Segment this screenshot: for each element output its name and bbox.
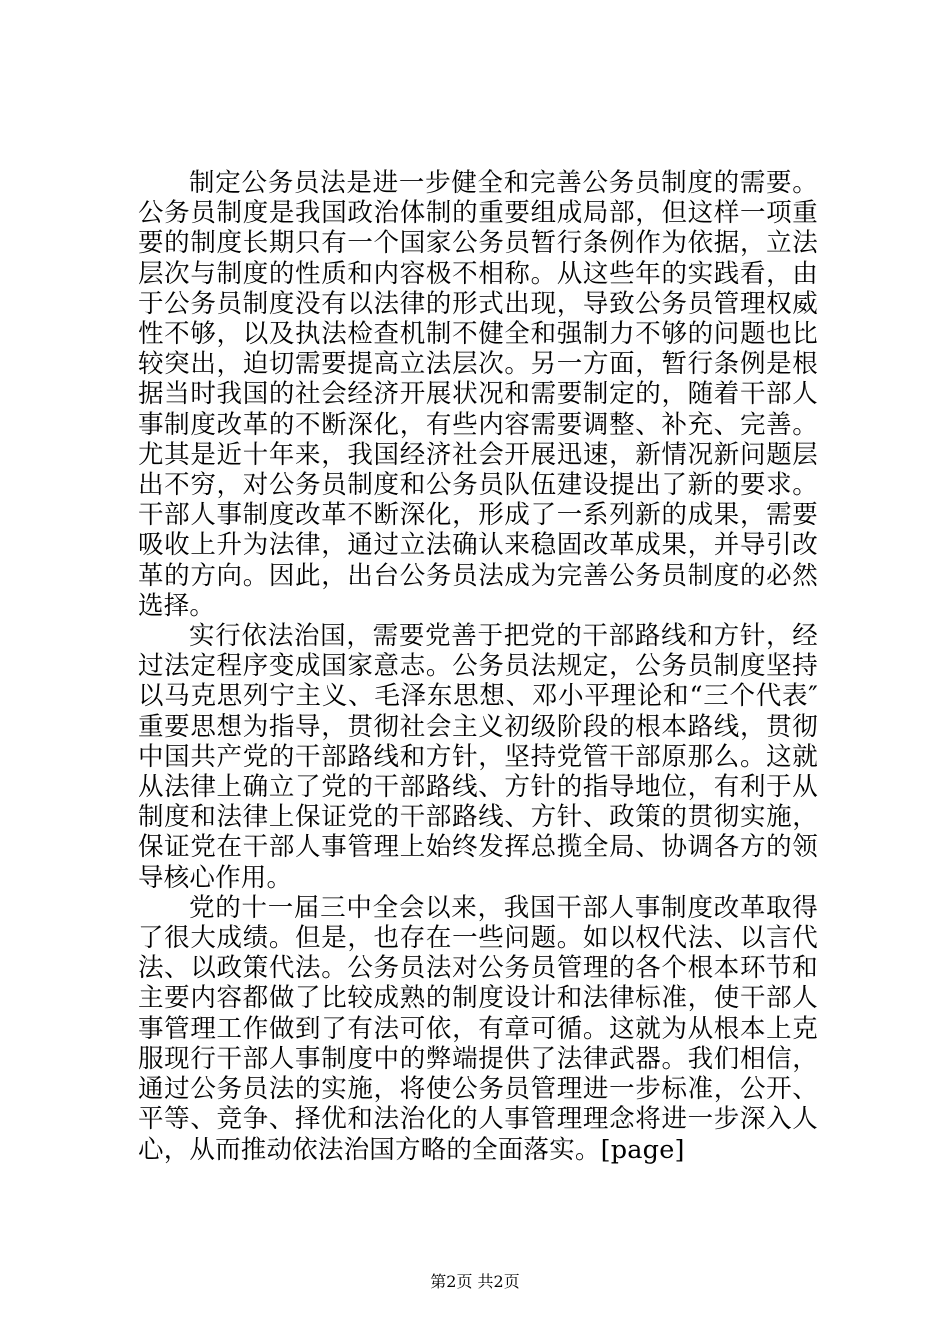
document-body xyxy=(138,168,818,1165)
page-number: 第2页 共2页 xyxy=(430,1272,520,1291)
paragraph-1: 制定公务员法是进一步健全和完善公务员制度的需要。公务员制度是我国政治体制的重要组成局部，但这样一项重要的制度长期只有一个国家公务员暂行条例作为依据，立法层次与制度的性质和内容极不相称。从这些年的实践看，由于公务员制度没有以法律的形式出现，导致公务员管理权威性不够，以及执法检查机制不健全和强制力不够的问题也比较突出，迫切需要提高立法层次。另一方面，暂行条例是根据当时我国的社会经济开展状况和需要制定的，随着干部人事制度改革的不断深化，有些内容需要调整、补充、完善。尤其是近十年来，我国经济社会开展迅速，新情况新问题层出不穷，对公务员制度和公务员队伍建设提出了新的要求。干部人事制度改革不断深化，形成了一系列新的成果，需要吸收上升为法律，通过立法确认来稳固改革成果，并导引改革的方向。因此，出台公务员法成为完善公务员制度的必然选择。 xyxy=(138,168,818,621)
paragraph-2: 实行依法治国，需要党善于把党的干部路线和方针，经过法定程序变成国家意志。公务员法规定，公务员制度坚持以马克思列宁主义、毛泽东思想、邓小平理论和“三个代表″重要思想为指导，贯彻社会主义初级阶段的根本路线，贯彻中国共产党的干部路线和方针，坚持党管干部原那么。这就从法律上确立了党的干部路线、方针的指导地位，有利于从制度和法律上保证党的干部路线、方针、政策的贯彻实施，保证党在干部人事管理上始终发挥总揽全局、协调各方的领导核心作用。 xyxy=(138,621,818,893)
page-footer xyxy=(0,1272,950,1292)
paragraph-3: 党的十一届三中全会以来，我国干部人事制度改革取得了很大成绩。但是，也存在一些问题。如以权代法、以言代法、以政策代法。公务员法对公务员管理的各个根本环节和主要内容都做了比较成熟的制度设计和法律标准，使干部人事管理工作做到了有法可依，有章可循。这就为从根本上克服现行干部人事制度中的弊端提供了法律武器。我们相信，通过公务员法的实施，将使公务员管理进一步标准，公开、平等、竞争、择优和法治化的人事管理理念将进一步深入人心，从而推动依法治国方略的全面落实。[page] xyxy=(138,892,818,1165)
